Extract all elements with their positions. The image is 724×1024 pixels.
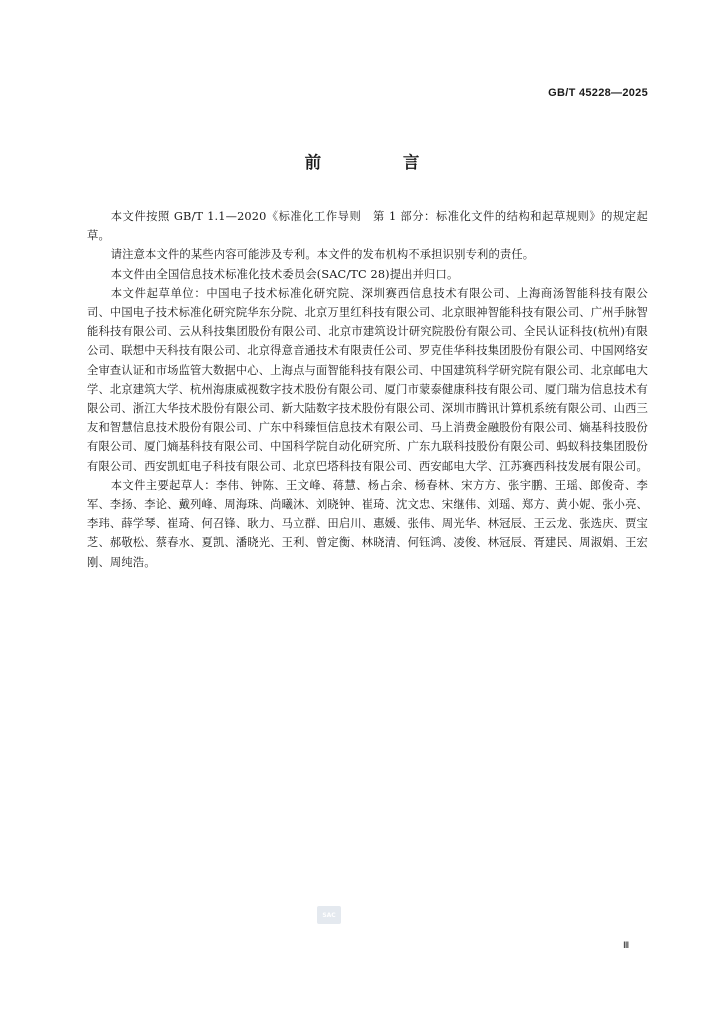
page-number: Ⅲ bbox=[623, 941, 630, 951]
page-title: 前 言 bbox=[304, 153, 458, 172]
paragraph-committee: 本文件由全国信息技术标准化技术委员会(SAC/TC 28)提出并归口。 bbox=[110, 267, 459, 281]
document-body bbox=[87, 207, 648, 572]
paragraph-drafting-rules: 本文件按照 GB/T 1.1—2020《标准化工作导则 第 1 部分：标准化文件的结构和起草规则》的规定起草。 bbox=[87, 210, 648, 243]
paragraph-patent-notice: 请注意本文件的某些内容可能涉及专利。本文件的发布机构不承担识别专利的责任。 bbox=[110, 248, 535, 262]
sac-logo-watermark: SAC bbox=[317, 906, 341, 924]
paragraph-drafters: 本文件主要起草人：李伟、钟陈、王文峰、蒋慧、杨占余、杨春林、宋方方、张宇鹏、王瑶、郎俊奇、李军、李扬、李论、戴列峰、周海珠、尚曦沐、刘晓钟、崔琦、沈文忠、宋继伟、刘瑶、郑方、黄小妮、张小亮、李玮、薛学琴、崔琦、何召锋、耿力、马立群、田启川、惠媛、张伟、周光华、林冠辰、王云龙、张选庆、贾宝芝、郝敬松、蔡春水、夏凯、潘晓光、王利、曾定衡、林晓清、何钰鸿、凌俊、林冠辰、胥建民、周淑娟、王宏刚、周纯浩。 bbox=[87, 478, 648, 569]
paragraph-drafting-units: 本文件起草单位：中国电子技术标准化研究院、深圳赛西信息技术有限公司、上海商汤智能科技有限公司、中国电子技术标准化研究院华东分院、北京万里红科技有限公司、北京眼神智能科技有限公司、广州手脉智能科技有限公司、云从科技集团股份有限公司、北京市建筑设计研究院股份有限公司、全民认证科技(杭州)有限公司、联想中天科技有限公司、北京得意音通技术有限责任公司、罗克佳华科技集团股份有限公司、中国网络安全审查认证和市场监管大数据中心、上海点与面智能科技有限公司、中国建筑科学研究院有限公司、北京邮电大学、北京建筑大学、杭州海康威视数字技术股份有限公司、厦门市蒙泰健康科技有限公司、厦门瑞为信息技术有限公司、浙江大华技术股份有限公司、新大陆数字技术股份有限公司、深圳市腾讯计算机系统有限公司、山西三友和智慧信息技术股份有限公司、广东中科臻恒信息技术有限公司、马上消费金融股份有限公司、熵基科技股份有限公司、厦门熵基科技有限公司、中国科学院自动化研究所、广东九联科技股份有限公司、蚂蚁科技集团股份有限公司、西安凯虹电子科技有限公司、北京巴塔科技有限公司、西安邮电大学、江苏赛西科技发展有限公司。 bbox=[87, 286, 648, 473]
standard-code: GB/T 45228—2025 bbox=[548, 87, 648, 99]
